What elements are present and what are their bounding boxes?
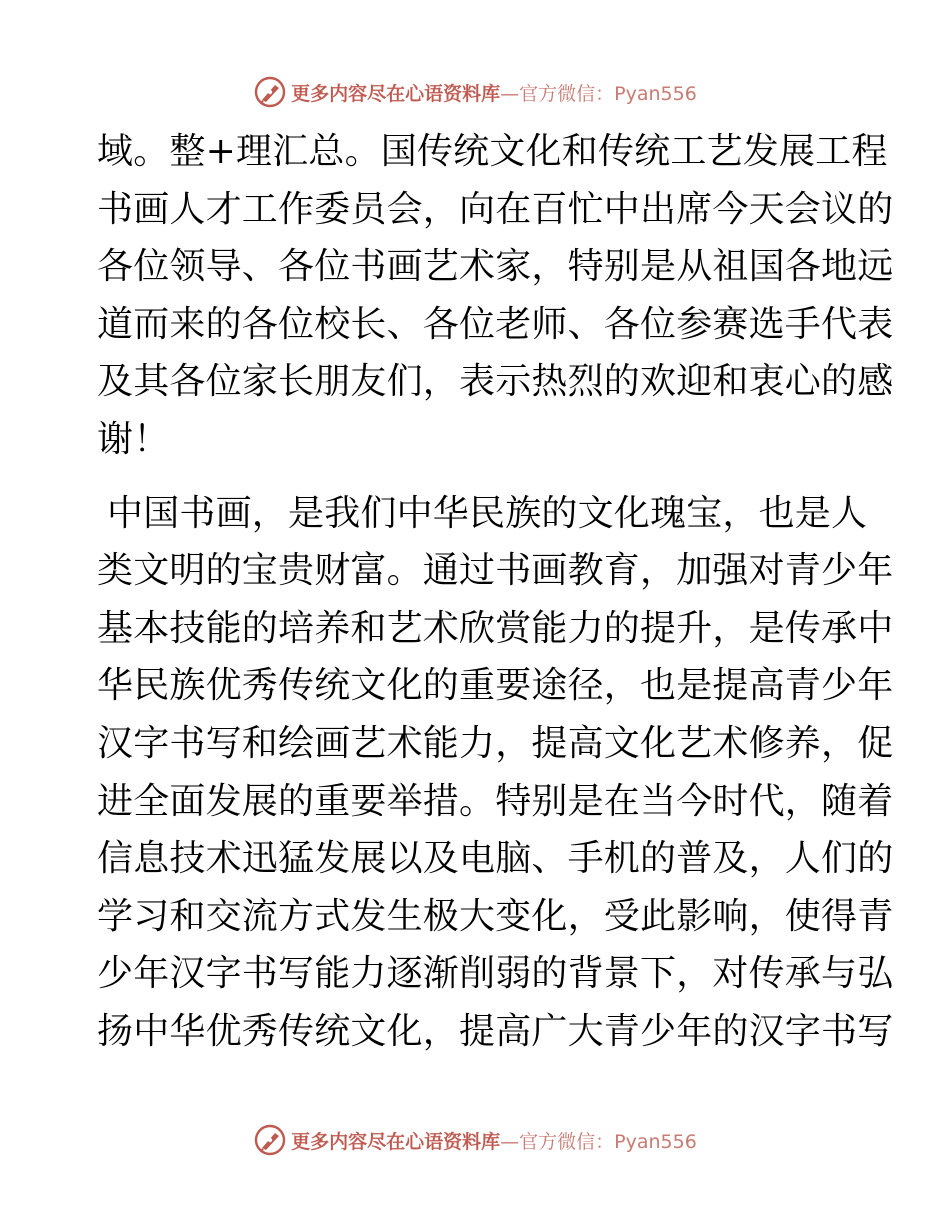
footer-banner-sep: —	[500, 1130, 520, 1153]
footer-banner-wechat: 官方微信：Pyan556	[519, 1130, 697, 1153]
header-banner-sep: —	[500, 82, 520, 105]
pen-quill-logo-icon	[253, 1123, 287, 1157]
paragraph-1	[97, 123, 894, 469]
text-line: 进全面发展的重要举措。特别是在当今时代，随着	[97, 780, 894, 822]
text-line: 扬中华优秀传统文化，提高广大青少年的汉字书写	[97, 1010, 894, 1052]
text-line: 中国书画，是我们中华民族的文化瑰宝，也是人	[107, 492, 868, 534]
document-body	[97, 123, 894, 1061]
pen-quill-logo-icon	[253, 75, 287, 109]
text-line: 各位领导、各位书画艺术家，特别是从祖国各地远	[97, 246, 894, 288]
text-line: 基本技能的培养和艺术欣赏能力的提升，是传承中	[97, 607, 894, 649]
text-line: 域。整+理汇总。国传统文化和传统工艺发展工程	[97, 131, 888, 172]
paragraph-gap	[97, 469, 857, 485]
header-banner	[0, 72, 950, 112]
header-banner-text	[291, 79, 697, 106]
text-line: 及其各位家长朋友们，表示热烈的欢迎和衷心的感	[97, 361, 894, 403]
text-line: 信息技术迅猛发展以及电脑、手机的普及，人们的	[97, 838, 894, 880]
footer-banner	[0, 1120, 950, 1160]
text-line: 华民族优秀传统文化的重要途径，也是提高青少年	[97, 665, 894, 707]
text-line: 学习和交流方式发生极大变化，受此影响，使得青	[97, 895, 894, 937]
paragraph-2	[97, 485, 894, 1061]
text-line: 少年汉字书写能力逐渐削弱的背景下，对传承与弘	[97, 953, 894, 995]
header-banner-main: 更多内容尽在心语资料库	[291, 82, 501, 105]
text-line: 类文明的宝贵财富。通过书画教育，加强对青少年	[97, 550, 894, 592]
text-line: 汉字书写和绘画艺术能力，提高文化艺术修养，促	[97, 722, 894, 764]
text-line: 谢！	[97, 418, 170, 460]
footer-banner-text	[291, 1127, 697, 1154]
text-line: 书画人才工作委员会，向在百忙中出席今天会议的	[97, 188, 894, 230]
header-banner-wechat: 官方微信：Pyan556	[519, 82, 697, 105]
text-line: 道而来的各位校长、各位老师、各位参赛选手代表	[97, 303, 894, 345]
footer-banner-main: 更多内容尽在心语资料库	[291, 1130, 501, 1153]
